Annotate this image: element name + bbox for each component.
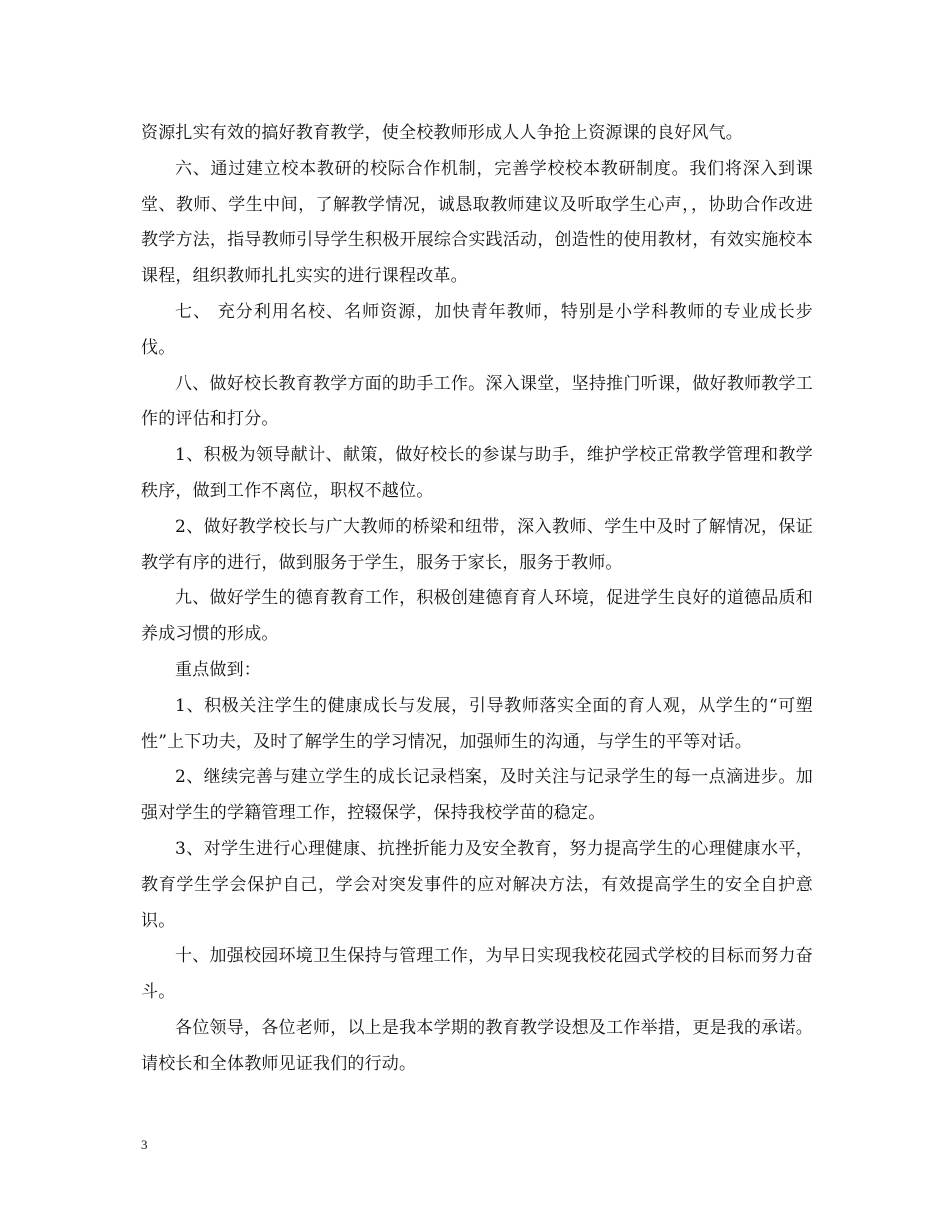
paragraph-2: 六、通过建立校本教研的校际合作机制，完善学校校本教研制度。我们将深入到课堂、教师、学生中间，了解教学情况，诚恳取教师建议及听取学生心声，，协助合作改进教学方法，指导教师引导学生积极开展综合实践活动，创造性的使用教材，有效实施校本课程，组织教师扎扎实实的进行课程改革。 — [141, 158, 813, 287]
paragraph-8: 重点做到： — [175, 659, 261, 680]
paragraph-4: 八、做好校长教育教学方面的助手工作。深入课堂，坚持推门听课，做好教师教学工作的评估和打分。 — [141, 373, 813, 430]
paragraph-3: 七、 充分利用名校、名师资源，加快青年教师，特别是小学科教师的专业成长步伐。 — [141, 301, 813, 358]
paragraph-11: 3、对学生进行心理健康、抗挫折能力及安全教育，努力提高学生的心理健康水平，教育学生学会保护自己，学会对突发事件的应对解决方法，有效提高学生的安全自护意识。 — [141, 838, 813, 931]
paragraph-6: 2、做好教学校长与广大教师的桥梁和纽带，深入教师、学生中及时了解情况，保证教学有序的进行，做到服务于学生，服务于家长，服务于教师。 — [141, 516, 813, 573]
document-body — [141, 116, 813, 1083]
page-number: 3 — [141, 1137, 148, 1152]
paragraph-10: 2、继续完善与建立学生的成长记录档案，及时关注与记录学生的每一点滴进步。加强对学生的学籍管理工作，控辍保学，保持我校学苗的稳定。 — [141, 767, 813, 824]
paragraph-5: 1、积极为领导献计、献策，做好校长的参谋与助手，维护学校正常教学管理和教学秩序，做到工作不离位，职权不越位。 — [141, 445, 813, 501]
paragraph-12: 十、加强校园环境卫生保持与管理工作，为早日实现我校花园式学校的目标而努力奋斗。 — [141, 946, 813, 1003]
paragraph-9: 1、积极关注学生的健康成长与发展，引导教师落实全面的育人观，从学生的“可塑性”上下功夫，及时了解学生的学习情况，加强师生的沟通，与学生的平等对话。 — [141, 695, 813, 752]
paragraph-1: 资源扎实有效的搞好教育教学，使全校教师形成人人争抢上资源课的良好风气。 — [141, 123, 743, 143]
paragraph-13: 各位领导，各位老师，以上是我本学期的教育教学设想及工作举措，更是我的承诺。请校长和全体教师见证我们的行动。 — [141, 1017, 813, 1074]
paragraph-7: 九、做好学生的德育教育工作，积极创建德育育人环境，促进学生良好的道德品质和养成习惯的形成。 — [141, 588, 813, 645]
